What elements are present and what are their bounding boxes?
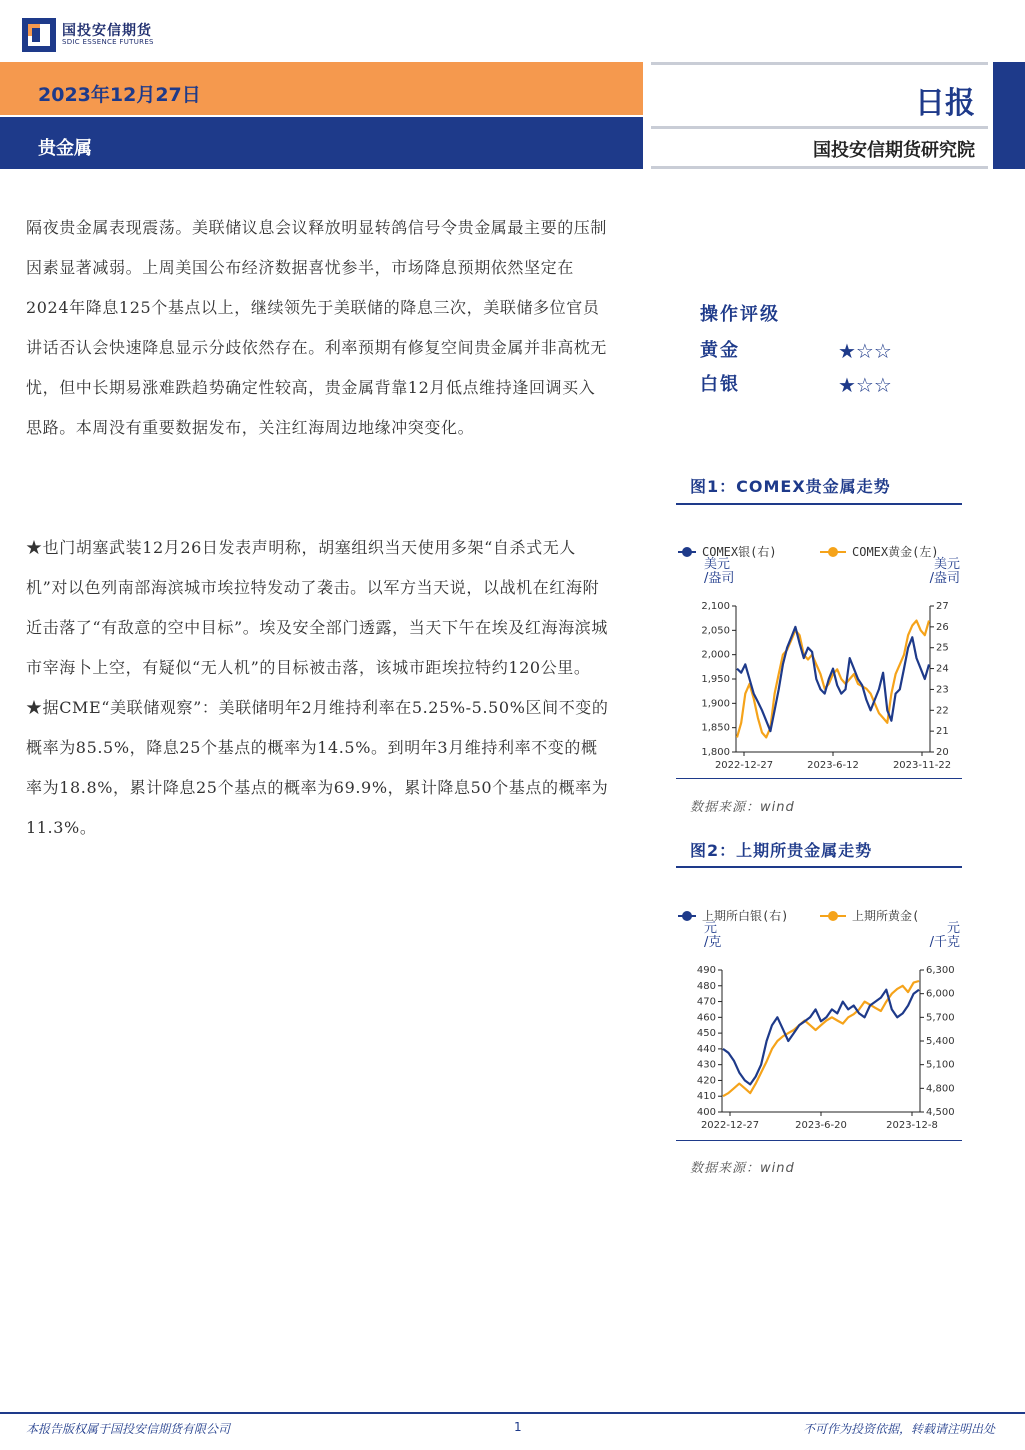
footer-copyright: 本报告版权属于国投安信期货有限公司 bbox=[26, 1422, 231, 1436]
left-tick-label: 2,100 bbox=[701, 601, 730, 612]
left-tick-label: 460 bbox=[696, 1012, 716, 1024]
legend-label-series1: 上期所白银(右) bbox=[702, 909, 789, 923]
right-axis-unit: 美元 bbox=[933, 557, 960, 572]
right-tick-label: 20 bbox=[936, 747, 949, 758]
right-tick-label: 22 bbox=[936, 705, 949, 717]
figure2-bottom-rule bbox=[676, 1140, 962, 1141]
divider-line bbox=[651, 166, 988, 169]
report-type: 日报 bbox=[915, 86, 975, 121]
legend-marker-series1 bbox=[682, 547, 692, 557]
right-tick-label: 25 bbox=[936, 642, 949, 654]
header-blue-band bbox=[0, 117, 643, 169]
company-logo bbox=[22, 16, 192, 56]
legend-marker-series2 bbox=[828, 911, 838, 921]
x-tick-label: 2023-6-20 bbox=[795, 1120, 847, 1131]
figure1-source: 数据来源：wind bbox=[690, 800, 795, 815]
right-tick-label: 21 bbox=[936, 726, 949, 738]
news-item-cme: ★据CME“美联储观察”：美联储明年2月维持利率在5.25%-5.50%区间不变的概率为85.5%，降息25个基点的概率为14.5%。到明年3月维持利率不变的概率为18.8%，累计降息25个基点的概率为69.9%，累计降息50个基点的概率为11.3%。 bbox=[26, 698, 609, 837]
left-tick-label: 400 bbox=[696, 1107, 716, 1118]
logo-mark-icon bbox=[22, 18, 56, 52]
left-tick-label: 1,900 bbox=[701, 698, 730, 710]
report-category: 贵金属 bbox=[38, 138, 92, 159]
series-line-1 bbox=[723, 990, 919, 1085]
divider-line bbox=[651, 62, 988, 65]
right-axis-unit: 元 bbox=[946, 921, 960, 936]
right-tick-label: 24 bbox=[936, 663, 949, 675]
left-tick-label: 1,800 bbox=[701, 747, 730, 758]
left-tick-label: 1,850 bbox=[701, 722, 730, 734]
left-tick-label: 470 bbox=[696, 996, 716, 1008]
figure2-title: 图2：上期所贵金属走势 bbox=[690, 841, 873, 860]
right-tick-label: 23 bbox=[936, 684, 949, 696]
series-line-1 bbox=[737, 627, 929, 731]
divider-line bbox=[651, 126, 988, 129]
right-tick-label: 4,800 bbox=[926, 1083, 955, 1095]
right-tick-label: 4,500 bbox=[926, 1107, 955, 1118]
page-number: 1 bbox=[514, 1420, 522, 1434]
star-rating-icon: ★☆☆ bbox=[838, 339, 892, 363]
left-axis-unit: 元 bbox=[704, 921, 718, 936]
footer-line bbox=[0, 1412, 1025, 1414]
star-rating-icon: ★☆☆ bbox=[838, 373, 892, 397]
x-tick-label: 2022-12-27 bbox=[700, 1120, 760, 1131]
left-axis-unit: /克 bbox=[704, 935, 722, 950]
left-axis-unit: /盎司 bbox=[704, 571, 735, 586]
left-axis-unit: 美元 bbox=[704, 557, 731, 572]
news-item-houthi: ★也门胡塞武装12月26日发表声明称，胡塞组织当天使用多架“自杀式无人机”对以色列南部海滨城市埃拉特发动了袭击。以军方当天说，以战机在红海附近击落了“有敌意的空中目标”。埃及安全部门透露，当天下午在埃及红海海滨城市宰海卜上空，有疑似“无人机”的目标被击落，该城市距埃拉特约120公里。 bbox=[26, 538, 608, 677]
right-tick-label: 5,100 bbox=[926, 1059, 955, 1071]
left-tick-label: 2,050 bbox=[701, 625, 730, 637]
right-tick-label: 6,000 bbox=[926, 988, 955, 1000]
right-tick-label: 26 bbox=[936, 621, 949, 633]
figure2-source: 数据来源：wind bbox=[690, 1161, 795, 1176]
legend-label-series1: COMEX银(右) bbox=[702, 545, 777, 559]
left-tick-label: 2,000 bbox=[701, 649, 730, 661]
left-tick-label: 480 bbox=[696, 980, 716, 992]
figure1-title: 图1：COMEX贵金属走势 bbox=[690, 477, 891, 496]
comex-chart bbox=[676, 530, 966, 782]
x-tick-label: 2023-11-22 bbox=[892, 760, 952, 771]
right-tick-label: 5,400 bbox=[926, 1036, 955, 1047]
logo-text: 国投安信期货 bbox=[62, 23, 152, 39]
header-right-bar bbox=[993, 62, 1025, 169]
operation-rating bbox=[700, 300, 960, 402]
market-summary-paragraph: 隔夜贵金属表现震荡。美联储议息会议释放明显转鸽信号令贵金属最主要的压制因素显著减弱。上周美国公布经济数据喜忧参半，市场降息预期依然坚定在2024年降息125个基点以上，继续领先于美联储的降息三次，美联储多位官员讲话否认会快速降息显示分歧依然存在。利率预期有修复空间贵金属并非高枕无忧，但中长期易涨难跌趋势确定性较高，贵金属背靠12月低点维持逢回调买入思路。本周没有重要数据发布，关注红海周边地缘冲突变化。 bbox=[26, 218, 608, 437]
legend-label-series2: 上期所黄金( bbox=[852, 909, 920, 923]
rating-row-silver bbox=[700, 368, 960, 402]
right-axis-unit: /盎司 bbox=[929, 571, 960, 586]
right-axis-unit: /千克 bbox=[929, 935, 960, 950]
legend-marker-series2 bbox=[828, 547, 838, 557]
x-tick-label: 2023-6-12 bbox=[807, 760, 859, 771]
left-tick-label: 420 bbox=[696, 1075, 716, 1087]
right-tick-label: 6,300 bbox=[926, 965, 955, 976]
right-tick-label: 27 bbox=[936, 601, 949, 612]
left-tick-label: 430 bbox=[696, 1059, 716, 1071]
left-tick-label: 490 bbox=[696, 965, 716, 976]
legend-marker-series1 bbox=[682, 911, 692, 921]
rating-title: 操作评级 bbox=[700, 304, 780, 325]
left-tick-label: 440 bbox=[696, 1043, 716, 1055]
x-tick-label: 2023-12-8 bbox=[886, 1120, 938, 1131]
rating-label: 白银 bbox=[700, 374, 740, 395]
report-date: 2023年12月27日 bbox=[38, 84, 201, 106]
right-tick-label: 5,700 bbox=[926, 1012, 955, 1024]
legend-label-series2: COMEX黄金(左) bbox=[852, 545, 939, 559]
institute-name: 国投安信期货研究院 bbox=[813, 140, 975, 161]
footer-disclaimer: 不可作为投资依据，转载请注明出处 bbox=[802, 1422, 995, 1436]
rating-label: 黄金 bbox=[700, 340, 740, 361]
figure1-bottom-rule bbox=[676, 778, 962, 779]
left-tick-label: 450 bbox=[696, 1028, 716, 1040]
shfe-chart bbox=[676, 894, 966, 1142]
logo-subtext: SDIC ESSENCE FUTURES bbox=[62, 38, 154, 46]
figure1-rule bbox=[676, 503, 962, 505]
news-paragraph bbox=[26, 528, 611, 848]
left-tick-label: 410 bbox=[696, 1091, 716, 1103]
x-tick-label: 2022-12-27 bbox=[714, 760, 774, 771]
left-tick-label: 1,950 bbox=[701, 674, 730, 685]
figure2-rule bbox=[676, 866, 962, 868]
rating-row-gold bbox=[700, 334, 960, 368]
